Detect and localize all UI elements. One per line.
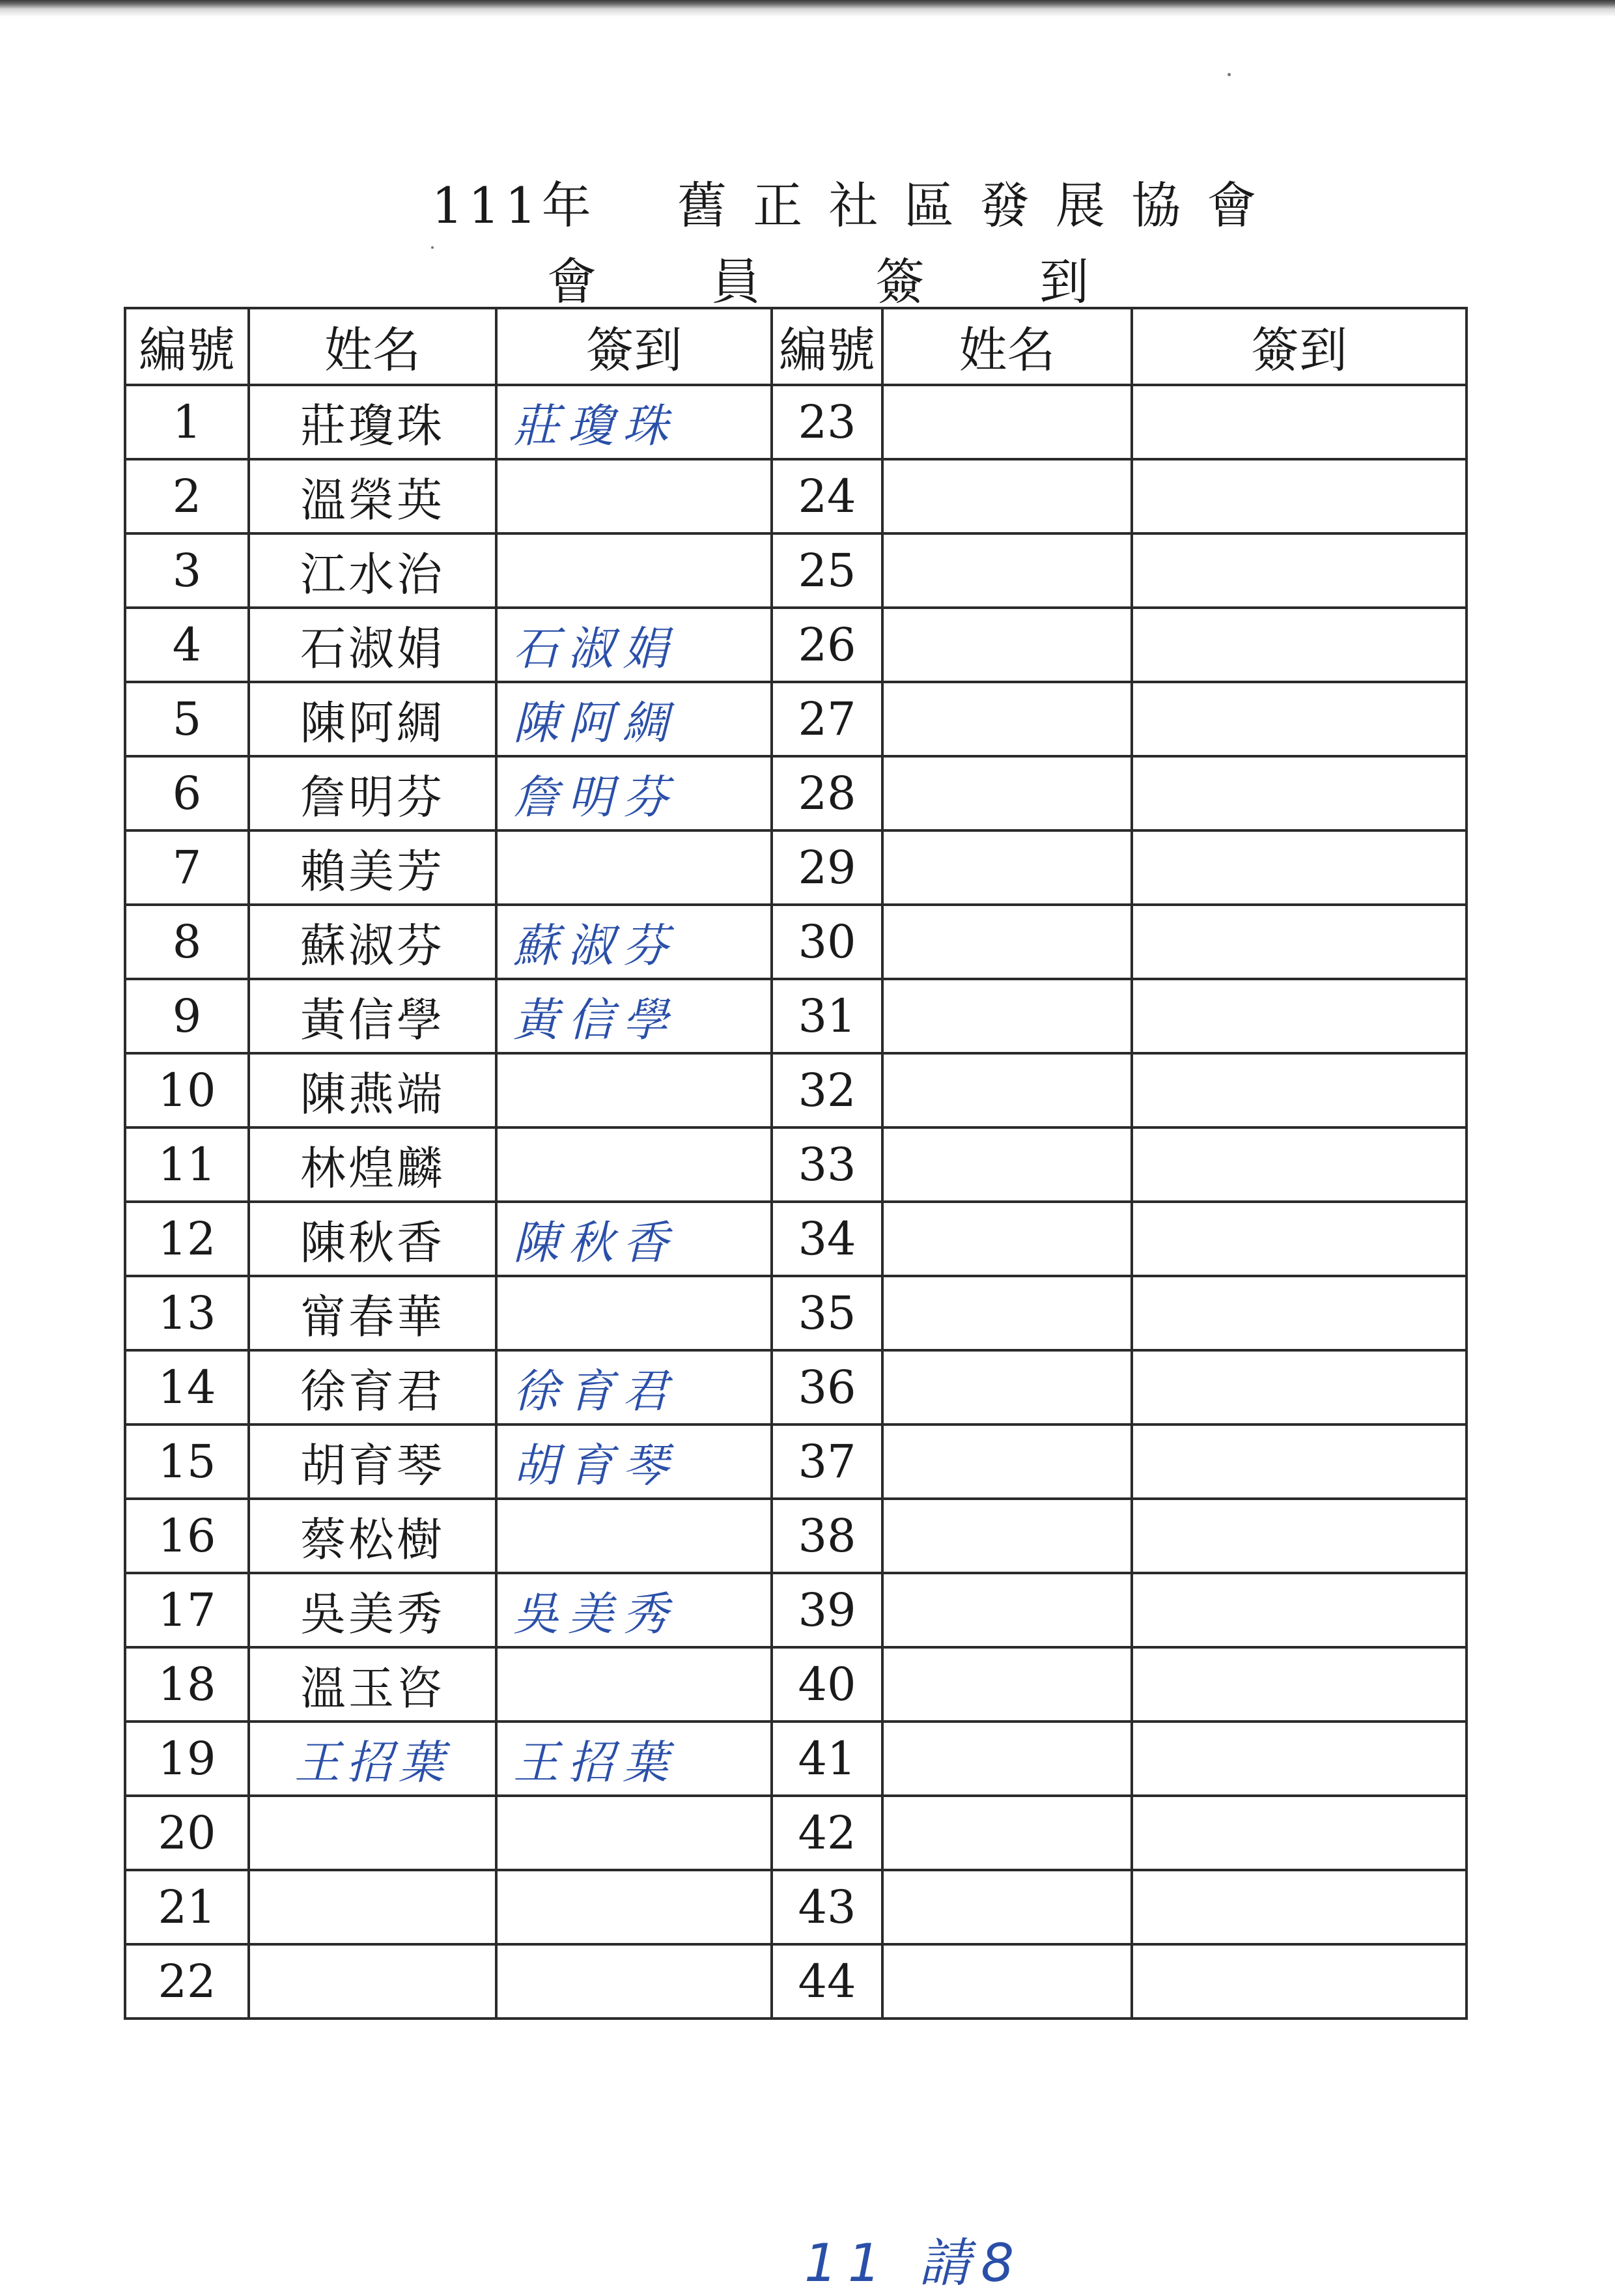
signature-cell-right[interactable] [1132, 1870, 1467, 1944]
row-number-right: 40 [772, 1647, 882, 1722]
signature-cell[interactable]: 陳秋香 [496, 1202, 772, 1276]
header-row [125, 308, 1467, 385]
row-number-right: 33 [772, 1127, 882, 1202]
member-name: 徐育君 [249, 1350, 496, 1424]
row-number-right: 31 [772, 979, 882, 1053]
member-name: 蔡松樹 [249, 1499, 496, 1573]
member-name-right [882, 682, 1132, 756]
member-name-right [882, 905, 1132, 979]
member-name-right [882, 830, 1132, 905]
scan-speck [1228, 73, 1231, 76]
row-number: 9 [125, 979, 249, 1053]
signature-cell-right[interactable] [1132, 459, 1467, 533]
title-organization: 舊 正 社 區 發 展 協 會 [677, 177, 1262, 234]
member-name: 黃信學 [249, 979, 496, 1053]
signature-cell[interactable] [496, 459, 772, 533]
table-row [125, 1499, 1467, 1573]
row-number-right: 30 [772, 905, 882, 979]
row-number-right: 39 [772, 1573, 882, 1647]
table-row [125, 1944, 1467, 2019]
row-number: 15 [125, 1424, 249, 1499]
row-number: 21 [125, 1870, 249, 1944]
row-number-right: 24 [772, 459, 882, 533]
member-name: 詹明芬 [249, 756, 496, 830]
member-name: 林煌麟 [249, 1127, 496, 1202]
row-number: 11 [125, 1127, 249, 1202]
signature-cell-right[interactable] [1132, 1424, 1467, 1499]
member-name [249, 1870, 496, 1944]
row-number: 20 [125, 1796, 249, 1870]
signature-cell-right[interactable] [1132, 979, 1467, 1053]
signature-cell[interactable] [496, 1127, 772, 1202]
signature-cell[interactable]: 吳美秀 [496, 1573, 772, 1647]
header-name-right: 姓名 [882, 308, 1132, 385]
signature-cell[interactable]: 陳阿綢 [496, 682, 772, 756]
signature-cell[interactable] [496, 830, 772, 905]
signature-cell[interactable] [496, 1276, 772, 1350]
signature-cell[interactable]: 黃信學 [496, 979, 772, 1053]
table-row [125, 1202, 1467, 1276]
table-row [125, 1647, 1467, 1722]
subtitle-text: 會 員 簽 到 [547, 253, 1094, 311]
row-number: 3 [125, 533, 249, 608]
member-name: 莊瓊珠 [249, 385, 496, 459]
document-title [39, 166, 1615, 237]
member-name: 甯春華 [249, 1276, 496, 1350]
table-row [125, 756, 1467, 830]
table-row [125, 1573, 1467, 1647]
member-name: 溫玉咨 [249, 1647, 496, 1722]
scan-top-edge [0, 0, 1615, 17]
member-name-right [882, 1276, 1132, 1350]
table-row [125, 608, 1467, 682]
row-number-right: 41 [772, 1722, 882, 1796]
row-number-right: 35 [772, 1276, 882, 1350]
signature-cell-right[interactable] [1132, 1053, 1467, 1127]
table-row [125, 1276, 1467, 1350]
member-name: 陳燕端 [249, 1053, 496, 1127]
row-number: 2 [125, 459, 249, 533]
signature-cell-right[interactable] [1132, 830, 1467, 905]
member-name-right [882, 1424, 1132, 1499]
member-name: 陳秋香 [249, 1202, 496, 1276]
row-number: 7 [125, 830, 249, 905]
row-number: 22 [125, 1944, 249, 2019]
signature-cell[interactable] [496, 1647, 772, 1722]
table-row [125, 979, 1467, 1053]
member-name-right [882, 1722, 1132, 1796]
member-name-right [882, 608, 1132, 682]
table-row [125, 1722, 1467, 1796]
signature-cell-right[interactable] [1132, 1202, 1467, 1276]
signature-cell[interactable] [496, 1796, 772, 1870]
row-number-right: 27 [772, 682, 882, 756]
signature-cell[interactable] [496, 533, 772, 608]
row-number-right: 37 [772, 1424, 882, 1499]
handwritten-footer-note: 11 請8 [804, 2233, 1025, 2293]
member-name: 胡育琴 [249, 1424, 496, 1499]
row-number-right: 28 [772, 756, 882, 830]
member-name-right [882, 1350, 1132, 1424]
table-row [125, 830, 1467, 905]
signature-cell-right[interactable] [1132, 533, 1467, 608]
member-name-right [882, 1573, 1132, 1647]
member-name: 江水治 [249, 533, 496, 608]
table-row [125, 1350, 1467, 1424]
row-number: 8 [125, 905, 249, 979]
row-number: 5 [125, 682, 249, 756]
row-number-right: 26 [772, 608, 882, 682]
signature-cell-right[interactable] [1132, 385, 1467, 459]
member-name [249, 1796, 496, 1870]
member-name-right [882, 1202, 1132, 1276]
member-name-right [882, 1944, 1132, 2019]
table-body [125, 385, 1467, 2019]
signature-cell-right[interactable] [1132, 905, 1467, 979]
table-row [125, 533, 1467, 608]
row-number: 16 [125, 1499, 249, 1573]
signature-cell-right[interactable] [1132, 1350, 1467, 1424]
table-row [125, 905, 1467, 979]
row-number-right: 29 [772, 830, 882, 905]
header-name: 姓名 [249, 308, 496, 385]
signature-cell-right[interactable] [1132, 1647, 1467, 1722]
row-number: 12 [125, 1202, 249, 1276]
table-row [125, 1053, 1467, 1127]
member-name: 陳阿綢 [249, 682, 496, 756]
row-number: 14 [125, 1350, 249, 1424]
member-name-right [882, 1499, 1132, 1573]
member-name: 溫榮英 [249, 459, 496, 533]
member-name-right [882, 385, 1132, 459]
header-sign-right: 簽到 [1132, 308, 1467, 385]
signature-cell[interactable] [496, 1053, 772, 1127]
document-subtitle [13, 242, 1615, 313]
signature-cell-right[interactable] [1132, 1944, 1467, 2019]
signature-cell[interactable] [496, 1944, 772, 2019]
member-name: 王招葉 [249, 1722, 496, 1796]
table-row [125, 1424, 1467, 1499]
signature-cell[interactable] [496, 1870, 772, 1944]
row-number-right: 32 [772, 1053, 882, 1127]
signature-cell[interactable]: 莊瓊珠 [496, 385, 772, 459]
member-name: 吳美秀 [249, 1573, 496, 1647]
member-name [249, 1944, 496, 2019]
row-number-right: 36 [772, 1350, 882, 1424]
member-name-right [882, 1647, 1132, 1722]
table-row [125, 459, 1467, 533]
member-name: 石淑娟 [249, 608, 496, 682]
signature-cell[interactable]: 石淑娟 [496, 608, 772, 682]
signature-cell-right[interactable] [1132, 682, 1467, 756]
header-number-right: 編號 [772, 308, 882, 385]
member-name: 賴美芳 [249, 830, 496, 905]
member-name-right [882, 1053, 1132, 1127]
signature-cell-right[interactable] [1132, 1796, 1467, 1870]
signature-cell[interactable]: 蘇淑芬 [496, 905, 772, 979]
member-name-right [882, 1870, 1132, 1944]
member-name-right [882, 1796, 1132, 1870]
row-number-right: 43 [772, 1870, 882, 1944]
header-number: 編號 [125, 308, 249, 385]
member-name: 蘇淑芬 [249, 905, 496, 979]
row-number-right: 25 [772, 533, 882, 608]
table-row [125, 1870, 1467, 1944]
table-row [125, 385, 1467, 459]
row-number: 6 [125, 756, 249, 830]
table-row [125, 1796, 1467, 1870]
member-name-right [882, 756, 1132, 830]
member-name-right [882, 979, 1132, 1053]
signature-cell-right[interactable] [1132, 1127, 1467, 1202]
row-number-right: 23 [772, 385, 882, 459]
row-number: 1 [125, 385, 249, 459]
signature-cell[interactable]: 詹明芬 [496, 756, 772, 830]
title-year: 111年 [431, 177, 597, 234]
row-number: 17 [125, 1573, 249, 1647]
signature-cell-right[interactable] [1132, 1722, 1467, 1796]
signature-cell-right[interactable] [1132, 608, 1467, 682]
row-number: 19 [125, 1722, 249, 1796]
signature-cell[interactable]: 王招葉 [496, 1722, 772, 1796]
table-row [125, 1127, 1467, 1202]
signature-cell-right[interactable] [1132, 1499, 1467, 1573]
sign-in-table [124, 307, 1468, 2020]
member-name-right [882, 533, 1132, 608]
signature-cell[interactable]: 胡育琴 [496, 1424, 772, 1499]
signature-cell[interactable]: 徐育君 [496, 1350, 772, 1424]
row-number-right: 44 [772, 1944, 882, 2019]
row-number: 13 [125, 1276, 249, 1350]
header-sign: 簽到 [496, 308, 772, 385]
member-name-right [882, 1127, 1132, 1202]
member-name-right [882, 459, 1132, 533]
row-number-right: 38 [772, 1499, 882, 1573]
row-number: 18 [125, 1647, 249, 1722]
signature-cell-right[interactable] [1132, 1573, 1467, 1647]
signature-cell[interactable] [496, 1499, 772, 1573]
signature-cell-right[interactable] [1132, 1276, 1467, 1350]
signature-cell-right[interactable] [1132, 756, 1467, 830]
row-number: 4 [125, 608, 249, 682]
row-number-right: 34 [772, 1202, 882, 1276]
row-number: 10 [125, 1053, 249, 1127]
table-row [125, 682, 1467, 756]
row-number-right: 42 [772, 1796, 882, 1870]
